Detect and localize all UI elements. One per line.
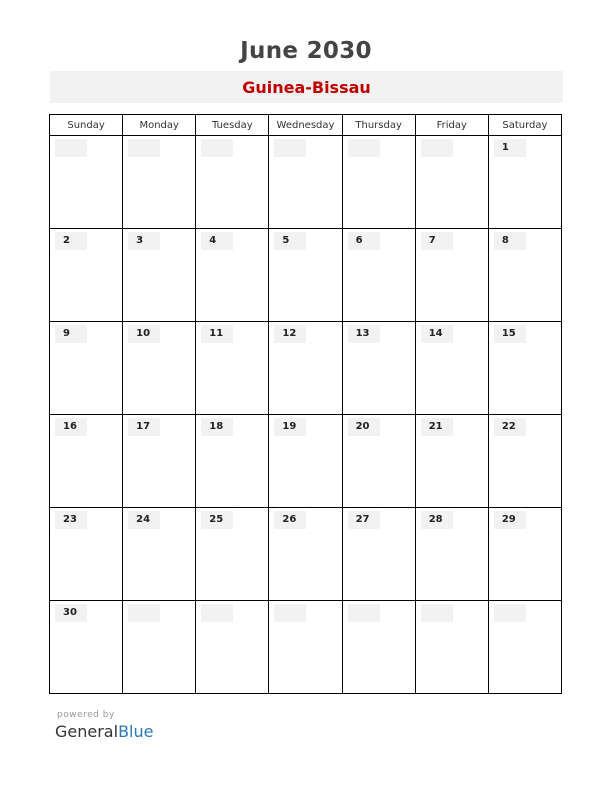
day-number: 18 (201, 418, 233, 436)
day-cell (50, 229, 123, 322)
day-number (348, 604, 380, 622)
day-number: 4 (201, 232, 233, 250)
day-number: 6 (348, 232, 380, 250)
brand-blue-text: Blue (118, 722, 154, 741)
day-number: 5 (274, 232, 306, 250)
day-cell (488, 601, 561, 694)
day-cell (488, 229, 561, 322)
day-number (421, 139, 453, 157)
weekday-header-sunday: Sunday (50, 115, 123, 136)
day-number: 7 (421, 232, 453, 250)
day-cell (415, 229, 488, 322)
day-number: 8 (494, 232, 526, 250)
day-cell (342, 322, 415, 415)
country-banner (50, 71, 563, 103)
day-cell (196, 601, 269, 694)
day-number (421, 604, 453, 622)
day-number: 15 (494, 325, 526, 343)
day-cell (50, 601, 123, 694)
day-cell (196, 322, 269, 415)
day-cell (415, 415, 488, 508)
day-cell (269, 601, 342, 694)
day-number: 21 (421, 418, 453, 436)
day-number (274, 604, 306, 622)
day-cell (488, 322, 561, 415)
month-calendar-grid (49, 114, 562, 694)
day-cell (196, 136, 269, 229)
day-cell (269, 322, 342, 415)
day-number: 14 (421, 325, 453, 343)
weekday-header-tuesday: Tuesday (196, 115, 269, 136)
day-cell (342, 136, 415, 229)
brand-general-text: General (55, 722, 119, 741)
day-number: 29 (494, 511, 526, 529)
day-cell (269, 508, 342, 601)
day-cell (269, 136, 342, 229)
weekday-header-wednesday: Wednesday (269, 115, 342, 136)
day-number (128, 139, 160, 157)
day-cell (488, 415, 561, 508)
day-number (348, 139, 380, 157)
day-number: 23 (55, 511, 87, 529)
day-cell (269, 415, 342, 508)
day-cell (123, 229, 196, 322)
day-cell (415, 322, 488, 415)
day-number: 11 (201, 325, 233, 343)
day-number (201, 604, 233, 622)
day-cell (123, 415, 196, 508)
weekday-header-thursday: Thursday (342, 115, 415, 136)
week-row-6 (50, 601, 562, 694)
day-number (494, 604, 526, 622)
day-number: 12 (274, 325, 306, 343)
weekday-header-row (50, 115, 562, 136)
week-row-5 (50, 508, 562, 601)
day-cell (123, 136, 196, 229)
day-number: 24 (128, 511, 160, 529)
day-number: 1 (494, 139, 526, 157)
day-cell (342, 601, 415, 694)
day-number (274, 139, 306, 157)
day-cell (415, 136, 488, 229)
day-cell (50, 322, 123, 415)
day-number: 20 (348, 418, 380, 436)
day-cell (342, 229, 415, 322)
day-cell (488, 508, 561, 601)
day-cell (123, 322, 196, 415)
day-cell (415, 601, 488, 694)
day-cell (123, 508, 196, 601)
day-number: 25 (201, 511, 233, 529)
day-number: 30 (55, 604, 87, 622)
day-number: 16 (55, 418, 87, 436)
powered-by-text: powered by (57, 710, 115, 720)
generalblue-logo[interactable] (55, 722, 153, 741)
weekday-header-friday: Friday (415, 115, 488, 136)
day-cell (50, 508, 123, 601)
day-cell (269, 229, 342, 322)
day-cell (196, 508, 269, 601)
day-cell (50, 136, 123, 229)
day-number (55, 139, 87, 157)
day-number: 2 (55, 232, 87, 250)
day-number (128, 604, 160, 622)
week-row-3 (50, 322, 562, 415)
day-cell (196, 415, 269, 508)
day-cell (415, 508, 488, 601)
day-cell (196, 229, 269, 322)
calendar-title: June 2030 (240, 38, 372, 64)
day-cell (50, 415, 123, 508)
country-name: Guinea-Bissau (242, 78, 371, 97)
day-number: 13 (348, 325, 380, 343)
day-number: 3 (128, 232, 160, 250)
day-number: 22 (494, 418, 526, 436)
week-row-2 (50, 229, 562, 322)
day-number: 19 (274, 418, 306, 436)
day-number: 10 (128, 325, 160, 343)
day-number: 17 (128, 418, 160, 436)
day-cell (342, 415, 415, 508)
day-cell (488, 136, 561, 229)
day-cell (342, 508, 415, 601)
weekday-header-monday: Monday (123, 115, 196, 136)
day-number (201, 139, 233, 157)
day-number: 26 (274, 511, 306, 529)
week-row-4 (50, 415, 562, 508)
weekday-header-saturday: Saturday (488, 115, 561, 136)
day-cell (123, 601, 196, 694)
day-number: 9 (55, 325, 87, 343)
day-number: 27 (348, 511, 380, 529)
day-number: 28 (421, 511, 453, 529)
week-row-1 (50, 136, 562, 229)
